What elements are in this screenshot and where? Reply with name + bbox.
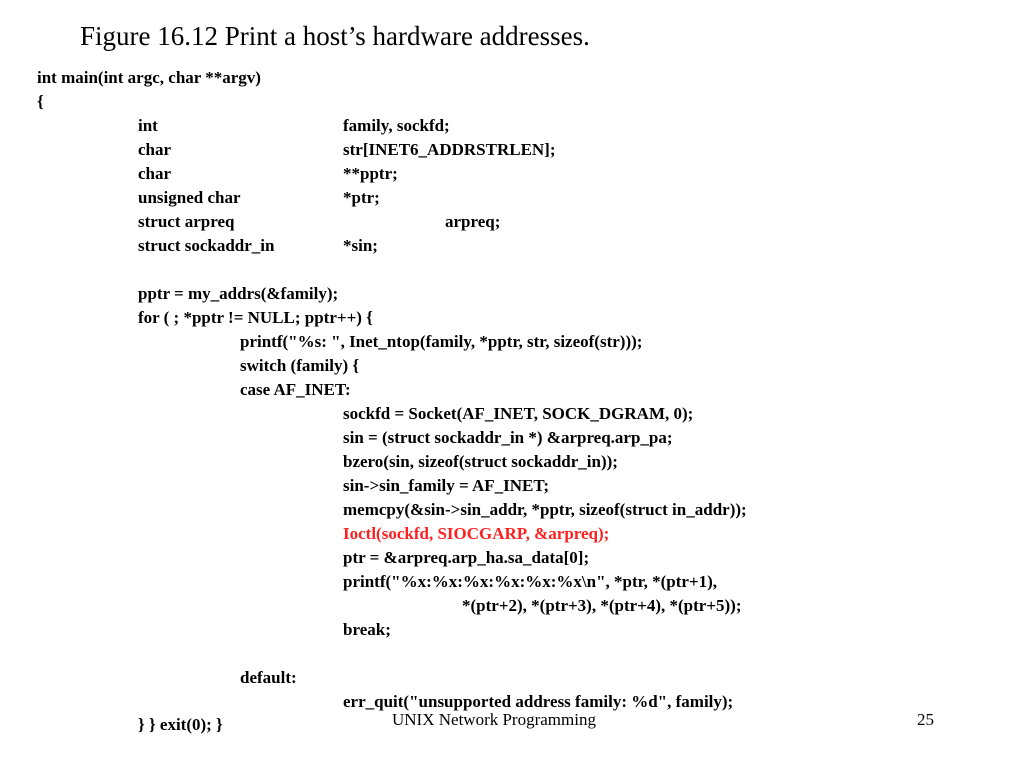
decl-name: **pptr; bbox=[343, 164, 398, 183]
footer-page-number: 25 bbox=[917, 710, 934, 729]
code-line-err-quit: err_quit("unsupported address family: %d", family); bbox=[343, 692, 734, 711]
code-line-ptr-assign: ptr = &arpreq.arp_ha.sa_data[0]; bbox=[343, 548, 590, 567]
code-line-sin-family: sin->sin_family = AF_INET; bbox=[343, 476, 550, 495]
decl-name: *sin; bbox=[343, 236, 378, 255]
code-line-printf-mac-2: *(ptr+2), *(ptr+3), *(ptr+4), *(ptr+5)); bbox=[462, 596, 742, 615]
decl-type: unsigned char bbox=[138, 188, 241, 207]
code-line-bzero: bzero(sin, sizeof(struct sockaddr_in)); bbox=[343, 452, 618, 471]
decl-type: struct sockaddr_in bbox=[138, 236, 275, 255]
code-line-main-signature: int main(int argc, char **argv) bbox=[37, 68, 261, 87]
code-line-closing: } } exit(0); } bbox=[138, 715, 223, 734]
decl-type: struct arpreq bbox=[138, 212, 235, 231]
code-line-socket: sockfd = Socket(AF_INET, SOCK_DGRAM, 0); bbox=[343, 404, 694, 423]
decl-type: char bbox=[138, 140, 172, 159]
code-line-ioctl-highlight: Ioctl(sockfd, SIOCGARP, &arpreq); bbox=[343, 524, 610, 543]
code-line-switch: switch (family) { bbox=[240, 356, 360, 375]
decl-name: arpreq; bbox=[445, 212, 501, 231]
code-line-default: default: bbox=[240, 668, 297, 687]
code-line-memcpy: memcpy(&sin->sin_addr, *pptr, sizeof(struct in_addr)); bbox=[343, 500, 747, 519]
footer-course-title: UNIX Network Programming bbox=[392, 710, 596, 729]
decl-name: family, sockfd; bbox=[343, 116, 450, 135]
code-line-sin-assign: sin = (struct sockaddr_in *) &arpreq.arp_pa; bbox=[343, 428, 673, 447]
code-line-printf-mac-1: printf("%x:%x:%x:%x:%x:%x\n", *ptr, *(ptr+1), bbox=[343, 572, 718, 591]
code-line-printf-ntop: printf("%s: ", Inet_ntop(family, *pptr, str, sizeof(str))); bbox=[240, 332, 643, 351]
decl-name: *ptr; bbox=[343, 188, 380, 207]
code-line-pptr-assign: pptr = my_addrs(&family); bbox=[138, 284, 339, 303]
code-line-for-loop: for ( ; *pptr != NULL; pptr++) { bbox=[138, 308, 373, 327]
slide-title: Figure 16.12 Print a host’s hardware addresses. bbox=[80, 21, 590, 51]
decl-name: str[INET6_ADDRSTRLEN]; bbox=[343, 140, 556, 159]
decl-type: int bbox=[138, 116, 158, 135]
code-line-open-brace: { bbox=[37, 92, 44, 111]
code-line-break: break; bbox=[343, 620, 391, 639]
decl-type: char bbox=[138, 164, 172, 183]
code-line-case-af-inet: case AF_INET: bbox=[240, 380, 351, 399]
